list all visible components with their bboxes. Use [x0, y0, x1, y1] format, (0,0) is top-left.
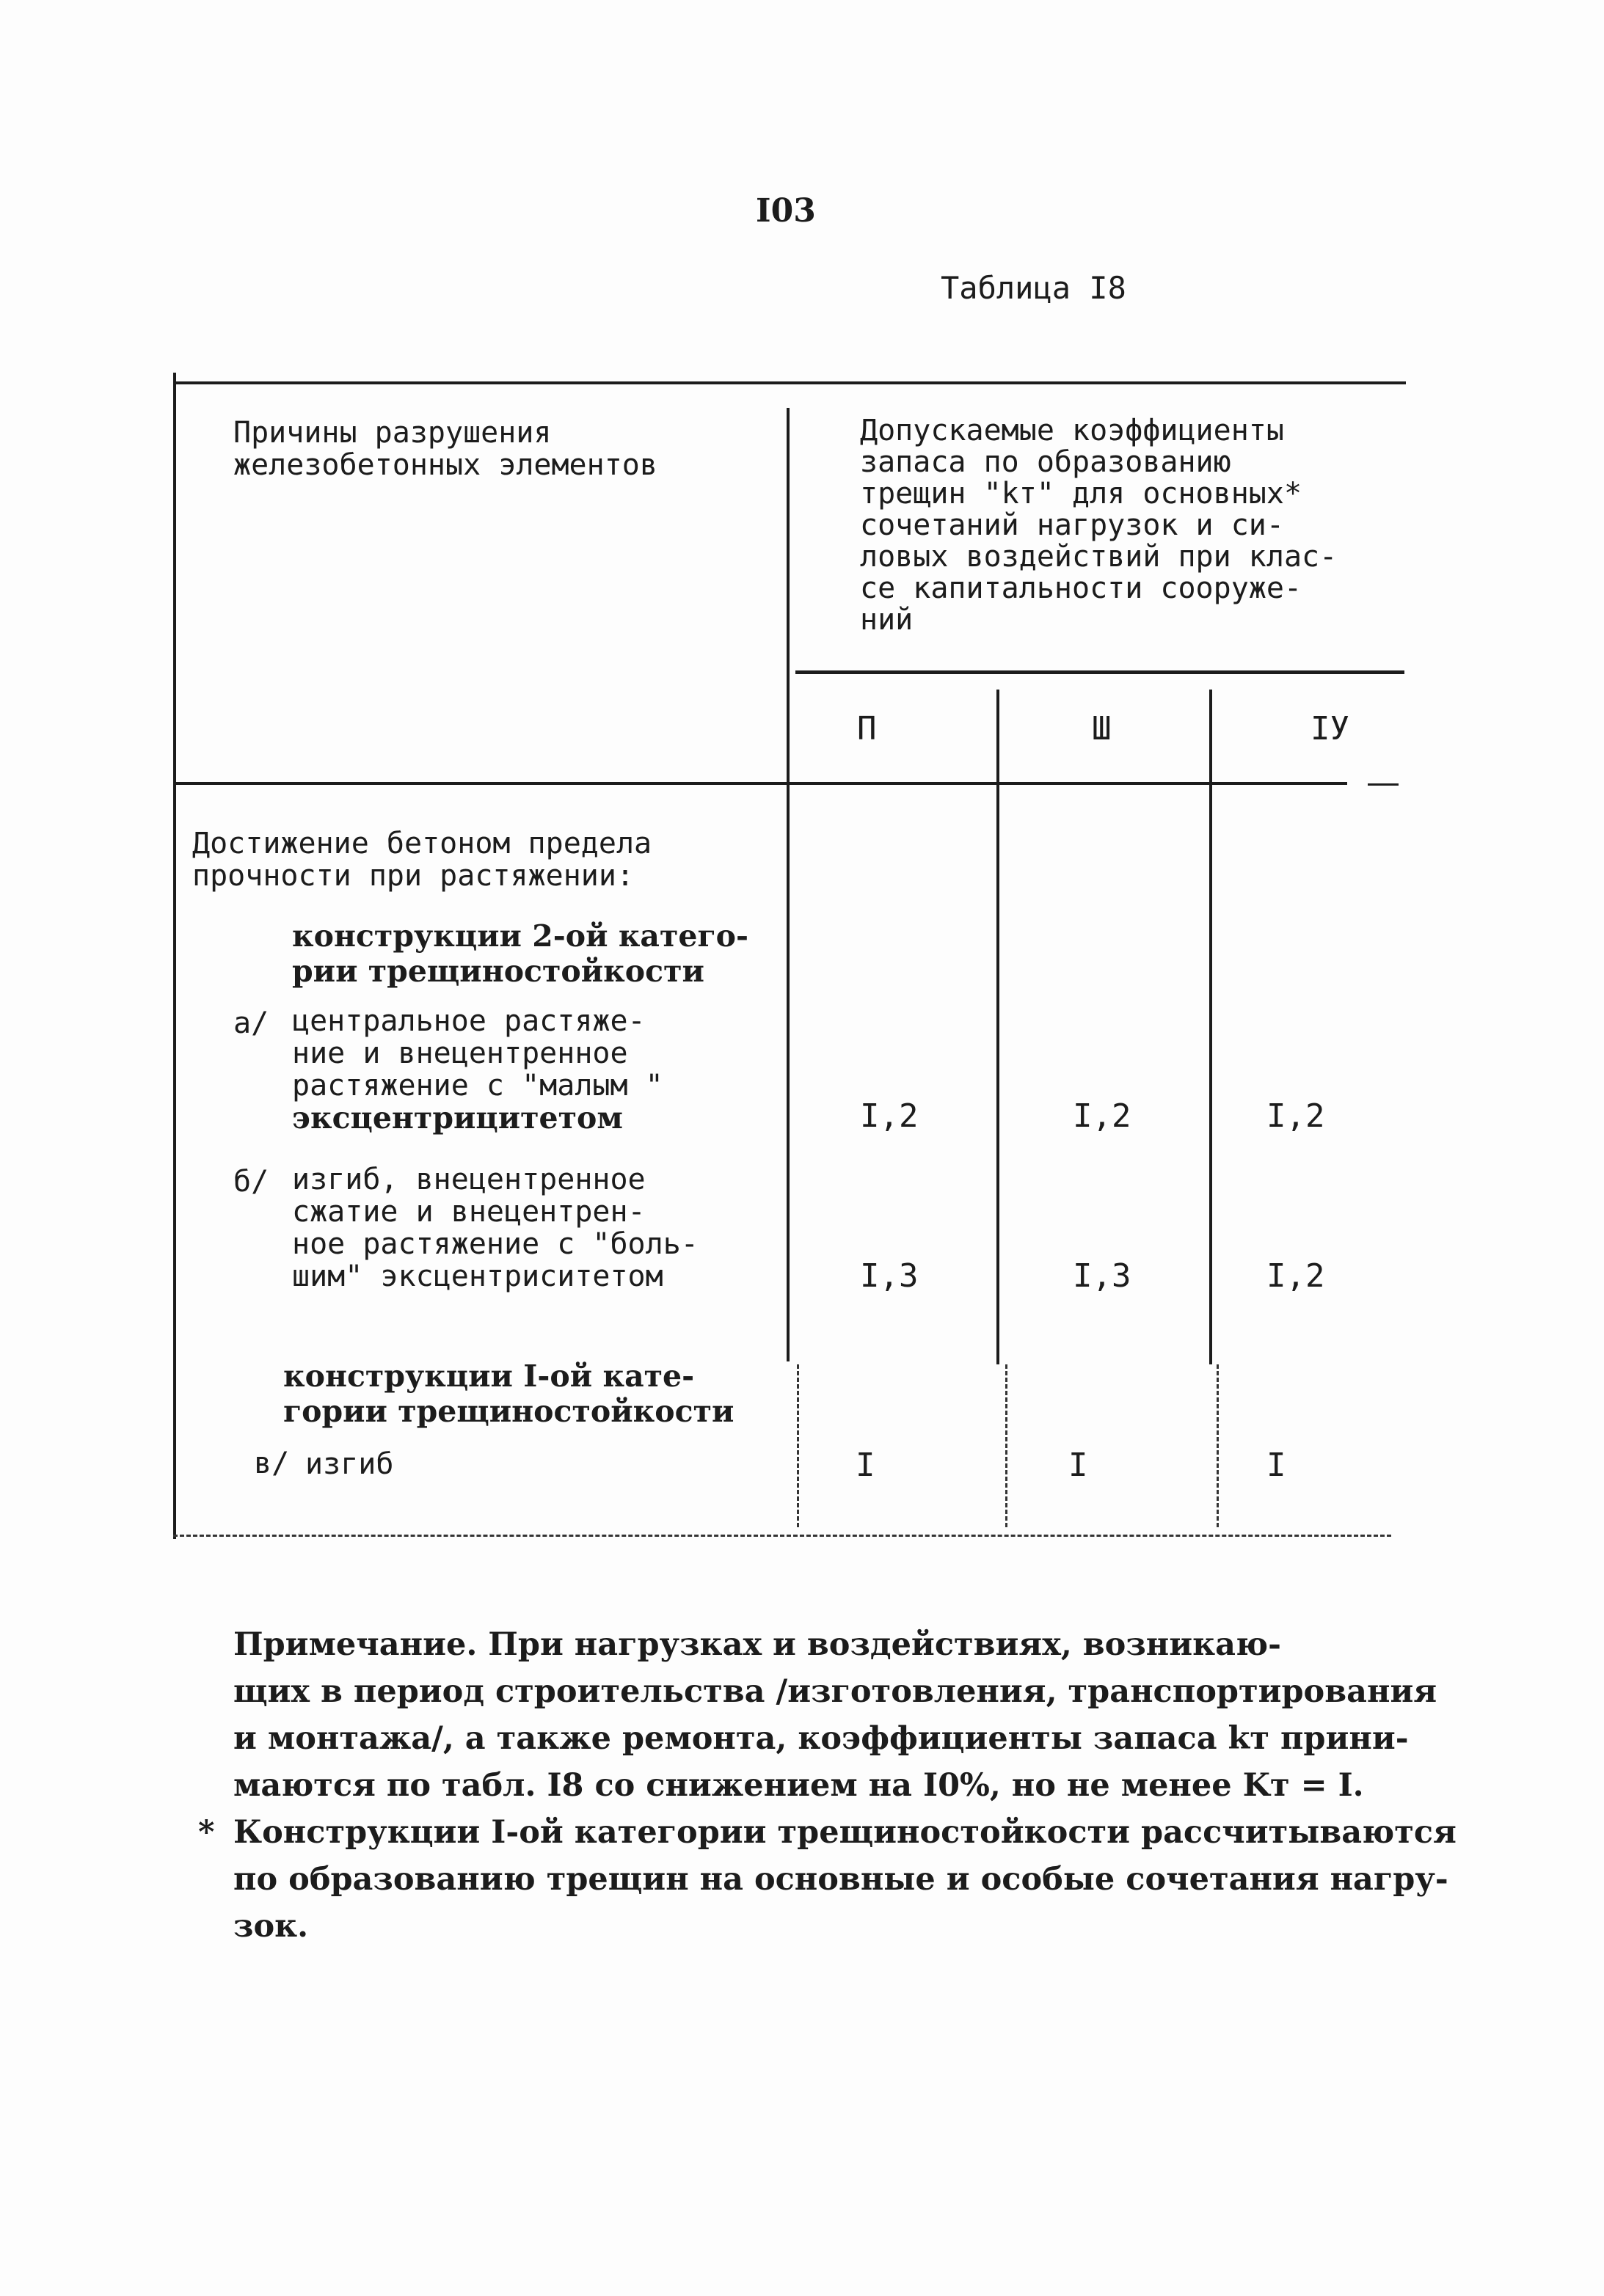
- footnote-asterisk: *: [198, 1814, 215, 1851]
- row-c-value-4: I: [1266, 1447, 1286, 1484]
- table-bottom-rule: [173, 1535, 1391, 1537]
- class-header-rule: [795, 670, 1404, 674]
- table-top-rule: [173, 381, 1406, 384]
- row-b-value-2: I,3: [860, 1257, 919, 1295]
- header-bottom-rule: [173, 782, 1347, 785]
- row-c-letter: в/: [254, 1447, 290, 1480]
- class-divider-2-dashed: [1217, 1364, 1219, 1527]
- header-coefficients: Допускаемые коэффициенты запаса по образованию трещин "kт" для основных* сочетаний нагрузок и си- ловых воздействий при клас- се капитальности сооруже- ний: [860, 414, 1338, 637]
- class-divider-2: [1209, 690, 1212, 1364]
- table-caption: Таблица I8: [941, 270, 1126, 306]
- row-a-text-bold: эксцентрицитетом: [292, 1100, 623, 1136]
- column-divider-dashed: [797, 1364, 799, 1527]
- header-bottom-rule-tail: [1368, 783, 1399, 786]
- footnote-text: Конструкции I-ой категории трещиностойкости рассчитываются по образованию трещин на основные и особые сочетания нагру- зок.: [233, 1814, 1457, 1945]
- row-a-text: центральное растяже- ние и внецентренное растяжение с "малым ": [292, 1004, 663, 1103]
- table-left-border: [173, 373, 176, 1539]
- header-causes: Причины разрушения железобетонных элементов: [233, 416, 657, 482]
- class-header-2: П: [857, 710, 877, 747]
- class-header-3: Ш: [1092, 710, 1112, 747]
- row-b-text: изгиб, внецентренное сжатие и внецентрен- ное растяжение с "боль- шим" эксцентриситетом: [292, 1163, 699, 1293]
- group-1-title: конструкции I-ой кате- гории трещиностойкости: [283, 1359, 734, 1429]
- row-b-letter: б/: [233, 1165, 269, 1199]
- row-a-value-4: I,2: [1266, 1097, 1325, 1135]
- class-header-4: IУ: [1310, 710, 1349, 747]
- group-2-title: конструкции 2-ой катего- рии трещиностойкости: [292, 918, 748, 989]
- table-column-divider: [787, 408, 790, 1361]
- note-paragraph: Примечание. При нагрузках и воздействиях, возникаю- щих в период строительства /изготовления, транспортирования и монтажа/, а также ремонта, коэффициенты запаса kт прини- маются по табл. I8 со снижением на I0%, но не менее Kт = I.: [233, 1626, 1437, 1804]
- row-a-value-2: I,2: [860, 1097, 919, 1135]
- row-a-letter: а/: [233, 1006, 269, 1040]
- row-b-value-4: I,2: [1266, 1257, 1325, 1295]
- page-number: I03: [756, 192, 816, 230]
- section-intro: Достижение бетоном предела прочности при растяжении:: [192, 827, 652, 893]
- row-c-value-3: I: [1068, 1447, 1088, 1484]
- row-a-value-3: I,2: [1073, 1097, 1131, 1135]
- class-divider-1: [996, 690, 999, 1364]
- row-c-text: изгиб: [305, 1447, 394, 1481]
- class-divider-1-dashed: [1005, 1364, 1007, 1527]
- row-c-value-2: I: [856, 1447, 875, 1484]
- row-b-value-3: I,3: [1073, 1257, 1131, 1295]
